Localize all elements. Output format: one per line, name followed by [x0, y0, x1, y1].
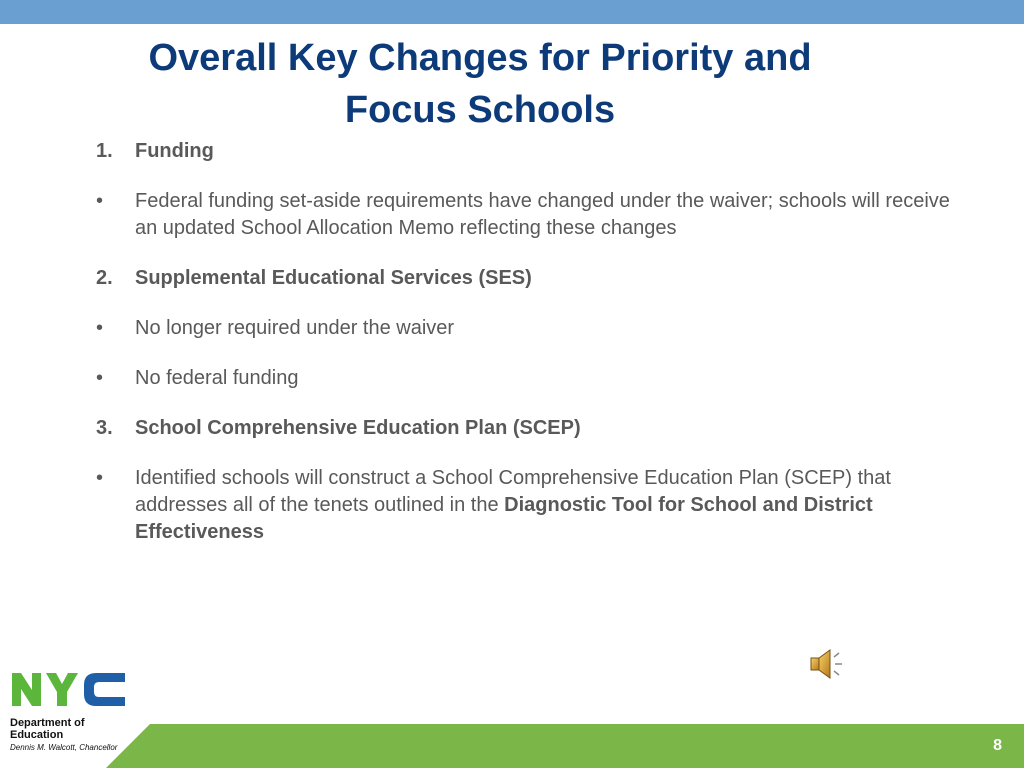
- logo-chancellor: Dennis M. Walcott, Chancellor: [10, 743, 118, 752]
- nyc-logo-mark: [10, 670, 128, 708]
- bullet-text: No longer required under the waiver: [135, 317, 455, 339]
- logo-department-text: [10, 717, 140, 741]
- bullet-text-prefix: Identified schools will construct a School Comprehensive Education Plan (SCEP) that addresses all of the tenets outlined in the: [135, 467, 891, 516]
- top-accent-bar: [0, 0, 1024, 24]
- bullet-item: [96, 315, 956, 342]
- heading-text: School Comprehensive Education Plan (SCEP): [135, 417, 581, 439]
- bullet-marker: •: [96, 367, 104, 389]
- list-number: 3.: [96, 417, 113, 439]
- page-number: 8: [993, 737, 1002, 754]
- diagnostic-tool-reference: Diagnostic Tool for School and District Effectiveness: [135, 494, 873, 543]
- list-number: 1.: [96, 140, 113, 162]
- bullet-item: [96, 465, 956, 546]
- heading-ses: [96, 265, 956, 292]
- heading-scep: [96, 415, 956, 442]
- slide-body: [96, 138, 956, 569]
- bullet-marker: •: [96, 467, 104, 489]
- slide-title-line2: Focus Schools: [344, 89, 616, 131]
- nyc-doe-logo: [10, 670, 140, 752]
- bullet-text: No federal funding: [135, 367, 299, 389]
- bullet-text: [135, 467, 891, 543]
- bullet-item: [96, 365, 956, 392]
- logo-line1: Department of: [10, 717, 85, 729]
- heading-text: Supplemental Educational Services (SES): [135, 267, 532, 289]
- slide-title: [0, 32, 960, 136]
- logo-line2: Education: [10, 729, 64, 741]
- bullet-marker: •: [96, 317, 104, 339]
- bullet-text: Federal funding set-aside requirements have changed under the waiver; schools will receive an updated School Allocation Memo reflecting these changes: [135, 190, 950, 239]
- heading-text: Funding: [135, 140, 214, 162]
- list-number: 2.: [96, 267, 113, 289]
- bullet-item: [96, 188, 956, 242]
- bottom-accent-bar: [0, 724, 1024, 768]
- heading-funding: [96, 138, 956, 165]
- bullet-marker: •: [96, 190, 104, 212]
- slide-title-line1: Overall Key Changes for Priority and: [148, 37, 812, 79]
- speaker-icon[interactable]: [808, 646, 848, 682]
